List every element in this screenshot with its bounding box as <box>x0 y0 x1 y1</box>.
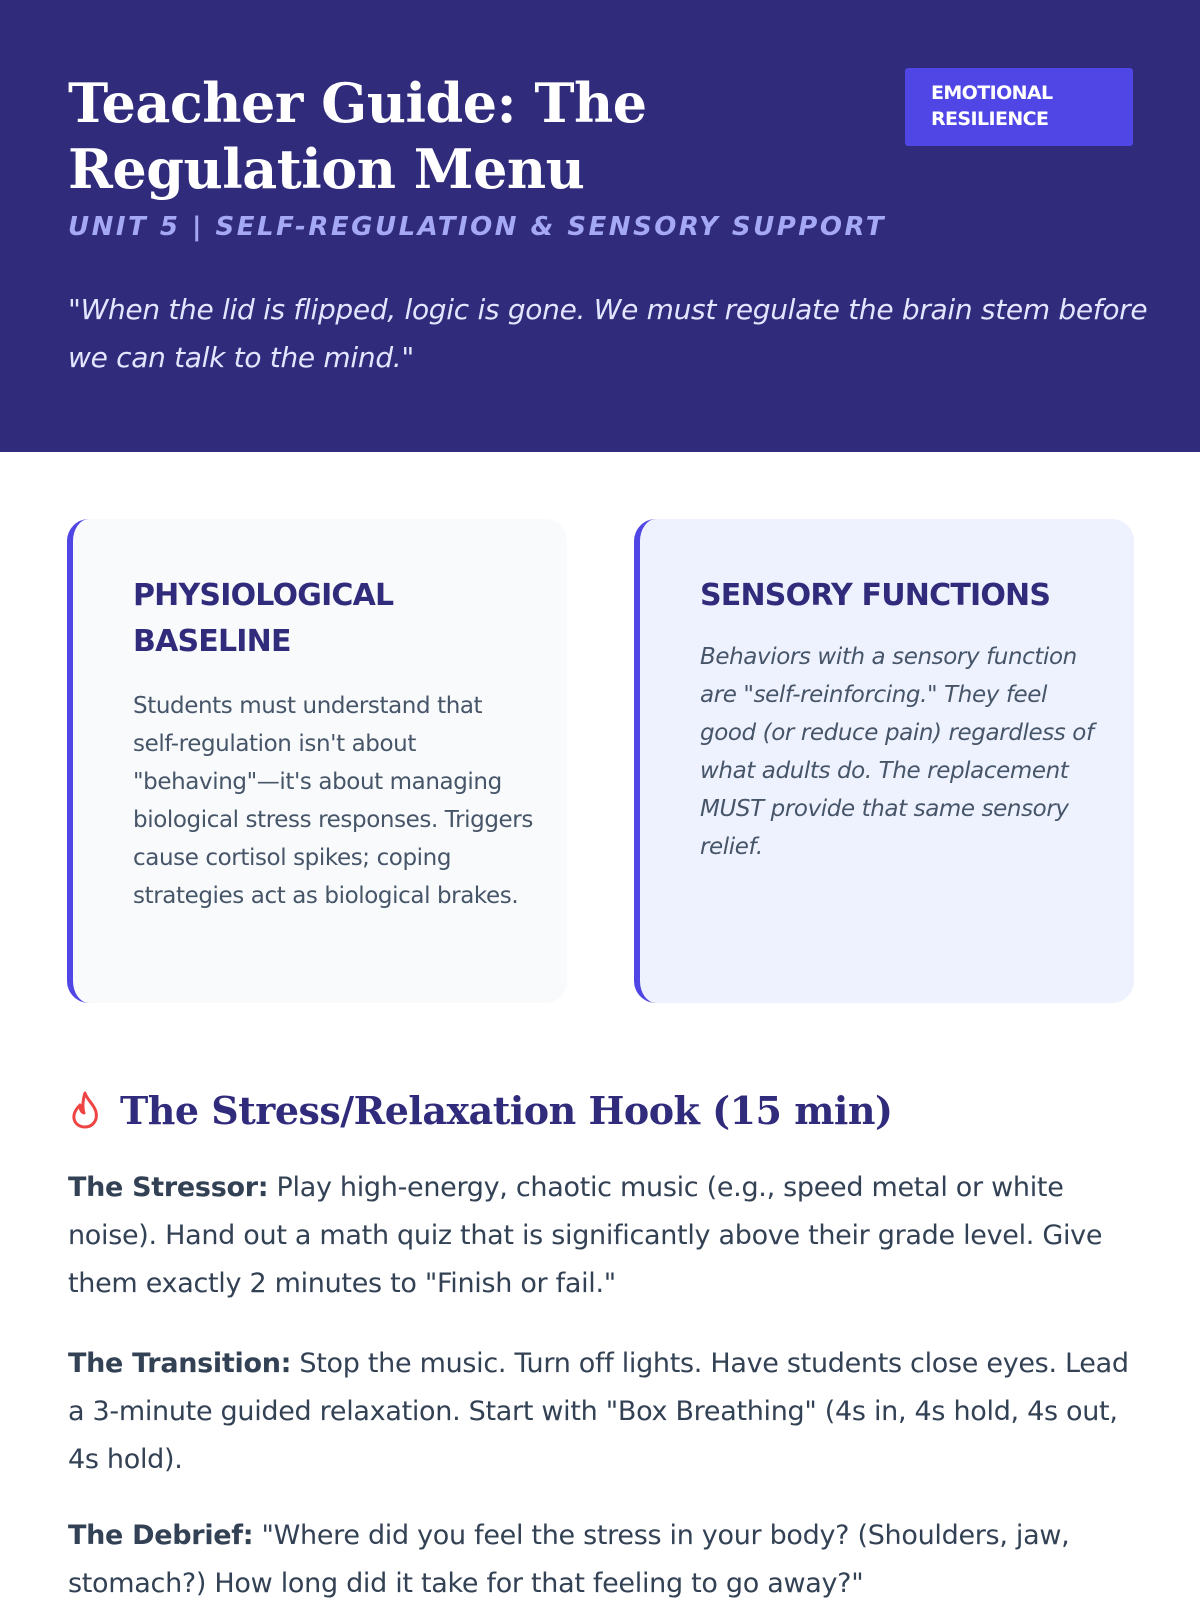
page-title: Teacher Guide: The Regulation Menu <box>68 71 647 201</box>
paragraph-debrief <box>68 1512 1138 1608</box>
page-header <box>0 0 1200 452</box>
header-quote: "When the lid is flipped, logic is gone. We must regulate the brain stem before we can talk to the mind." <box>68 293 1148 374</box>
card-title: SENSORY FUNCTIONS <box>700 578 1051 613</box>
section-title-text: The Stress/Relaxation Hook (15 min) <box>120 1088 893 1133</box>
card-title: PHYSIOLOGICAL BASELINE <box>133 578 394 659</box>
paragraph-text: Stop the music. Turn off lights. Have students close eyes. Lead a 3-minute guided relaxation. Start with "Box Breathing" (4s in, 4s hold, 4s out, 4s hold). <box>68 1348 1129 1475</box>
fire-icon <box>68 1090 104 1130</box>
card-body: Behaviors with a sensory function are "self-reinforcing." They feel good (or reduce pain) regardless of what adults do. The replacement MUST provide that same sensory relief. <box>700 644 1094 860</box>
paragraph-transition <box>68 1340 1138 1484</box>
paragraph-text: "Where did you feel the stress in your body? (Shoulders, jaw, stomach?) How long did it take for that feeling to go away?" <box>68 1520 1070 1599</box>
paragraph-label: The Stressor: <box>68 1172 269 1203</box>
paragraph-label: The Debrief: <box>68 1520 254 1551</box>
topic-badge: EMOTIONAL RESILIENCE <box>905 68 1133 146</box>
paragraph-stressor <box>68 1164 1138 1308</box>
card-body: Students must understand that self-regulation isn't about "behaving"—it's about managing biological stress responses. Triggers cause cortisol spikes; coping strategies act as biological brakes. <box>133 693 533 909</box>
page-subtitle: UNIT 5 | SELF-REGULATION & SENSORY SUPPORT <box>68 212 887 242</box>
paragraph-label: The Transition: <box>68 1348 292 1379</box>
card-sensory-functions <box>634 519 1134 1003</box>
section-title <box>68 1085 1168 1137</box>
paragraph-text: Play high-energy, chaotic music (e.g., speed metal or white noise). Hand out a math quiz that is significantly above their grade level. Give them exactly 2 minutes to "Finish or fail." <box>68 1172 1103 1299</box>
card-physiological-baseline <box>67 519 567 1003</box>
